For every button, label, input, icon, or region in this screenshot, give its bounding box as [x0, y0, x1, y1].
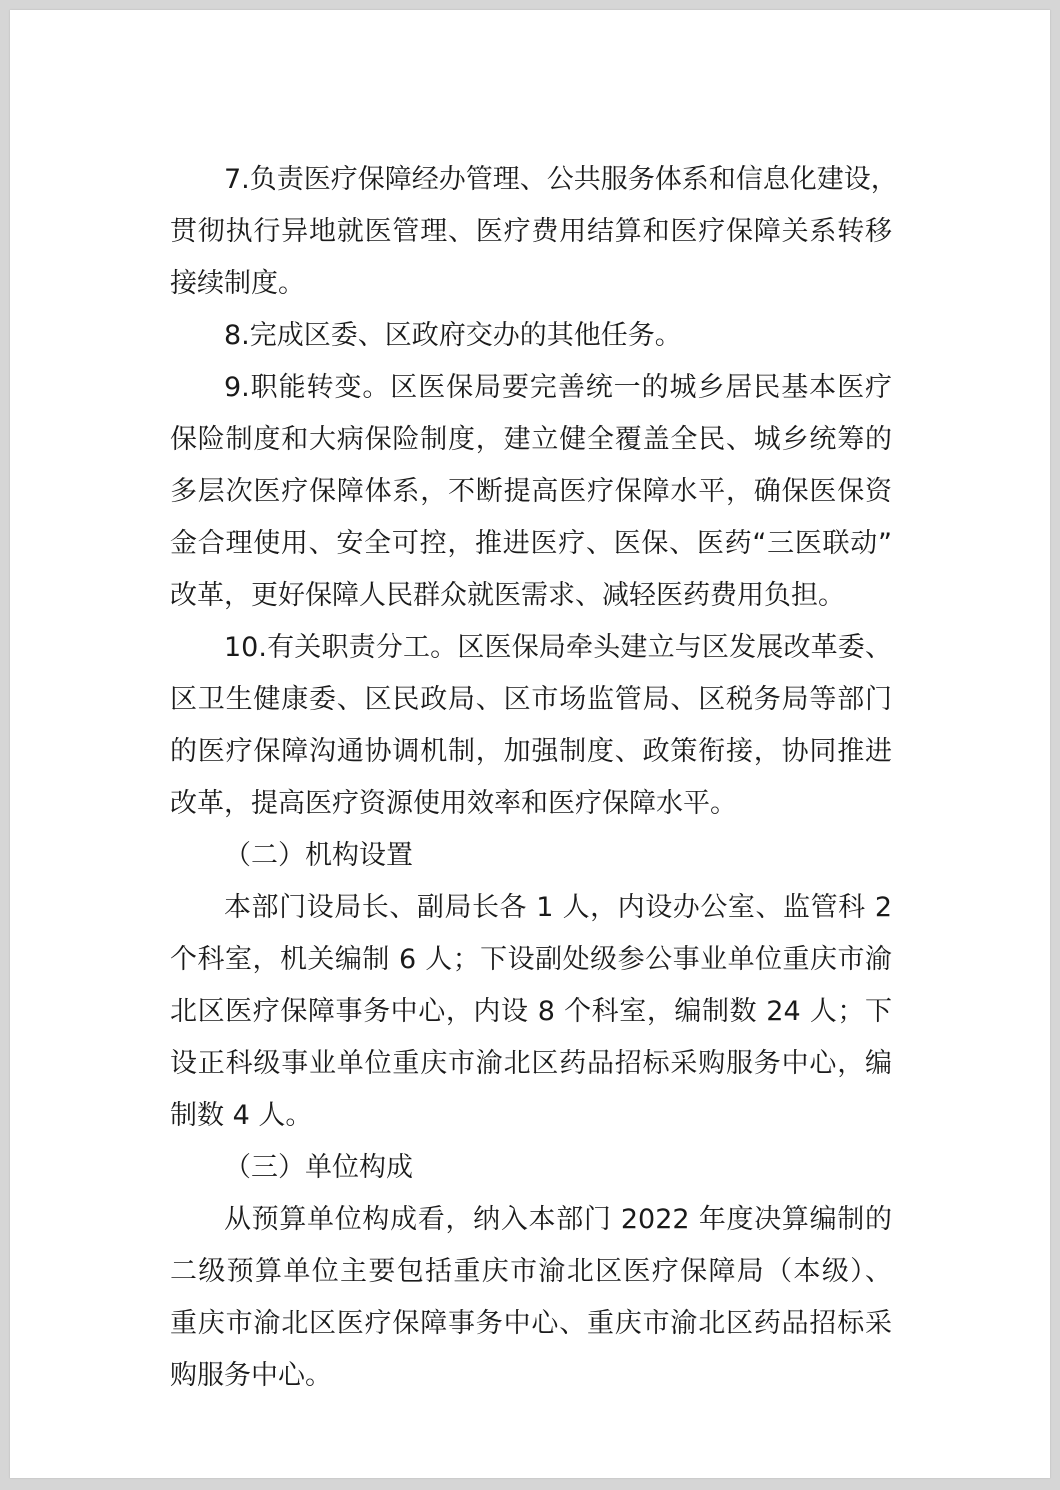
paragraph-line: 接续制度。: [170, 268, 305, 299]
paragraph-line: 10.有关职责分工。区医保局牵头建立与区发展改革委、: [224, 632, 892, 663]
paragraph-line: 区卫生健康委、区民政局、区市场监管局、区税务局等部门: [170, 684, 892, 715]
paragraph-line: 7.负责医疗保障经办管理、公共服务体系和信息化建设，: [224, 164, 898, 195]
paragraph-line: 改革，更好保障人民群众就医需求、减轻医药费用负担。: [170, 580, 845, 611]
paragraph-line: 个科室，机关编制 6 人；下设副处级参公事业单位重庆市渝: [170, 944, 892, 975]
section-heading: （二）机构设置: [224, 840, 413, 871]
paragraph-line: 从预算单位构成看，纳入本部门 2022 年度决算编制的: [224, 1204, 892, 1235]
paragraph-line: 的医疗保障沟通协调机制，加强制度、政策衔接，协同推进: [170, 736, 892, 767]
document-page: [10, 10, 1050, 1478]
paragraph-line: 设正科级事业单位重庆市渝北区药品招标采购服务中心，编: [170, 1048, 892, 1079]
paragraph-line: 金合理使用、安全可控，推进医疗、医保、医药“三医联动”: [170, 528, 892, 559]
paragraph-line: 9.职能转变。区医保局要完善统一的城乡居民基本医疗: [224, 372, 892, 403]
paragraph-line: 本部门设局长、副局长各 1 人，内设办公室、监管科 2: [224, 892, 892, 923]
paragraph-line: 改革，提高医疗资源使用效率和医疗保障水平。: [170, 788, 737, 819]
paragraph-line: 二级预算单位主要包括重庆市渝北区医疗保障局（本级）、: [170, 1256, 892, 1287]
paragraph-line: 贯彻执行异地就医管理、医疗费用结算和医疗保障关系转移: [170, 216, 892, 247]
paragraph-line: 重庆市渝北区医疗保障事务中心、重庆市渝北区药品招标采: [170, 1308, 892, 1339]
paragraph-line: 购服务中心。: [170, 1360, 332, 1391]
section-heading: （三）单位构成: [224, 1152, 413, 1183]
paragraph-line: 北区医疗保障事务中心，内设 8 个科室，编制数 24 人；下: [170, 996, 892, 1027]
paragraph-line: 制数 4 人。: [170, 1100, 313, 1131]
paragraph-line: 8.完成区委、区政府交办的其他任务。: [224, 320, 682, 351]
paragraph-line: 保险制度和大病保险制度，建立健全覆盖全民、城乡统筹的: [170, 424, 892, 455]
paragraph-line: 多层次医疗保障体系，不断提高医疗保障水平，确保医保资: [170, 476, 892, 507]
